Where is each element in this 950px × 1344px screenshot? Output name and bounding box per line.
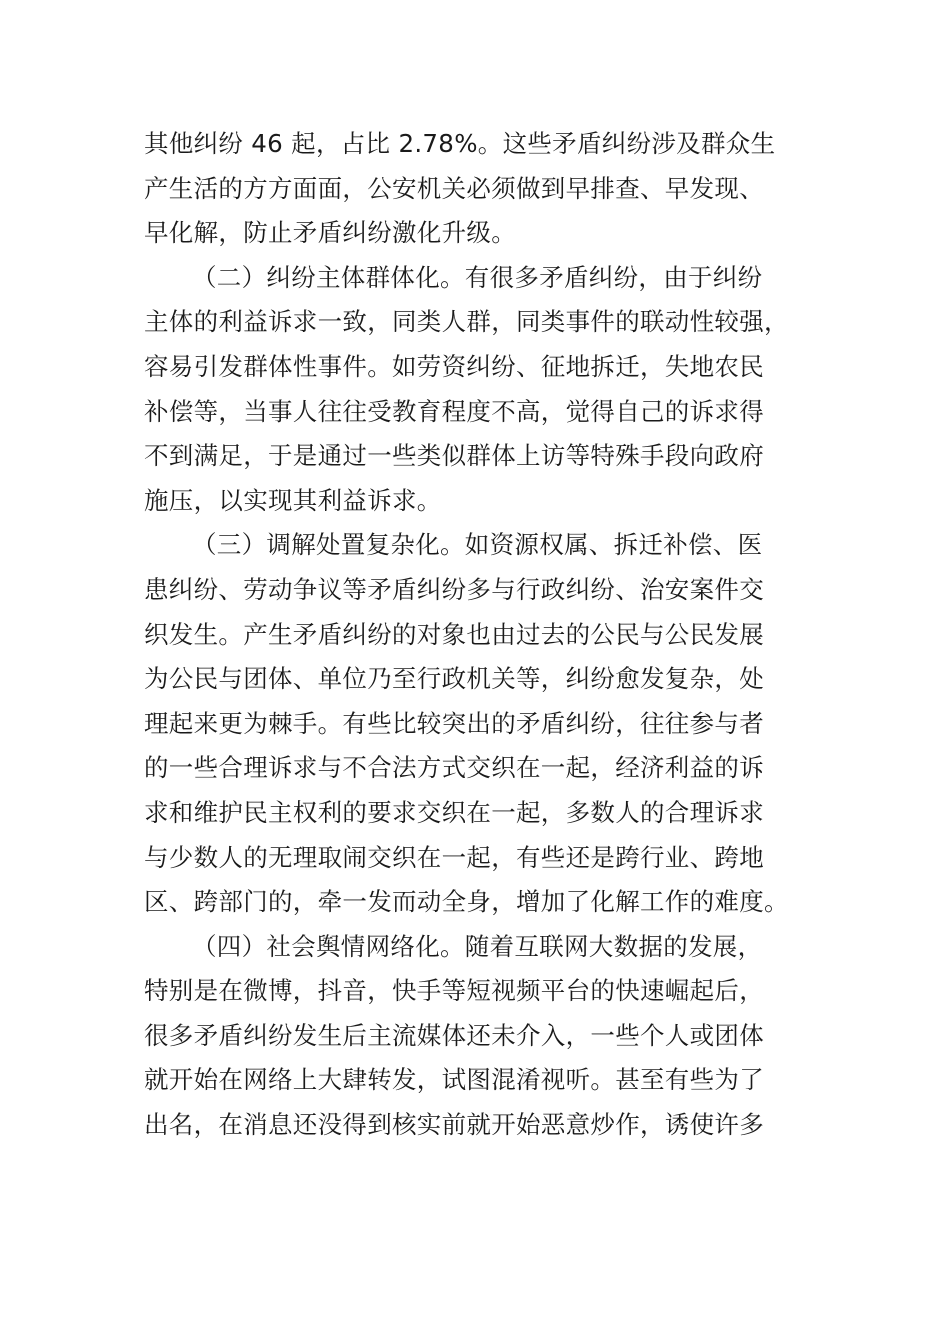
text-line: 的一些合理诉求与不合法方式交织在一起，经济利益的诉	[144, 753, 764, 783]
text-line: 就开始在网络上大肆转发，试图混淆视听。甚至有些为了	[144, 1065, 764, 1095]
section-heading-line: （四）社会舆情网络化。随着互联网大数据的发展，	[192, 931, 763, 961]
section-heading-line: （二）纠纷主体群体化。有很多矛盾纠纷，由于纠纷	[192, 262, 763, 292]
text-line: 早化解，防止矛盾纠纷激化升级。	[144, 218, 516, 248]
text-line: 不到满足，于是通过一些类似群体上访等特殊手段向政府	[144, 441, 764, 471]
text-line: 主体的利益诉求一致，同类人群，同类事件的联动性较强，	[144, 307, 789, 337]
text-line: 患纠纷、劳动争议等矛盾纠纷多与行政纠纷、治安案件交	[144, 574, 764, 604]
text-line: 施压，以实现其利益诉求。	[144, 485, 442, 515]
text-line: 特别是在微博，抖音，快手等短视频平台的快速崛起后，	[144, 976, 764, 1006]
text-line: 容易引发群体性事件。如劳资纠纷、征地拆迁，失地农民	[144, 351, 764, 381]
text-line: 产生活的方方面面，公安机关必须做到早排查、早发现、	[144, 173, 764, 203]
text-line: 其他纠纷 46 起，占比 2.78%。这些矛盾纠纷涉及群众生	[144, 129, 776, 158]
text-line: 与少数人的无理取闹交织在一起，有些还是跨行业、跨地	[144, 842, 764, 872]
text-line: 理起来更为棘手。有些比较突出的矛盾纠纷，往往参与者	[144, 708, 764, 738]
text-line: 求和维护民主权利的要求交织在一起，多数人的合理诉求	[144, 797, 764, 827]
text-line: 区、跨部门的，牵一发而动全身，增加了化解工作的难度。	[144, 887, 789, 917]
section-heading-line: （三）调解处置复杂化。如资源权属、拆迁补偿、医	[192, 530, 763, 560]
document-body	[144, 122, 814, 1148]
text-line: 补偿等，当事人往往受教育程度不高，觉得自己的诉求得	[144, 396, 764, 426]
text-line: 出名，在消息还没得到核实前就开始恶意炒作，诱使许多	[144, 1110, 764, 1140]
text-line: 为公民与团体、单位乃至行政机关等，纠纷愈发复杂，处	[144, 664, 764, 694]
text-line: 织发生。产生矛盾纠纷的对象也由过去的公民与公民发展	[144, 619, 764, 649]
text-line: 很多矛盾纠纷发生后主流媒体还未介入，一些个人或团体	[144, 1020, 764, 1050]
